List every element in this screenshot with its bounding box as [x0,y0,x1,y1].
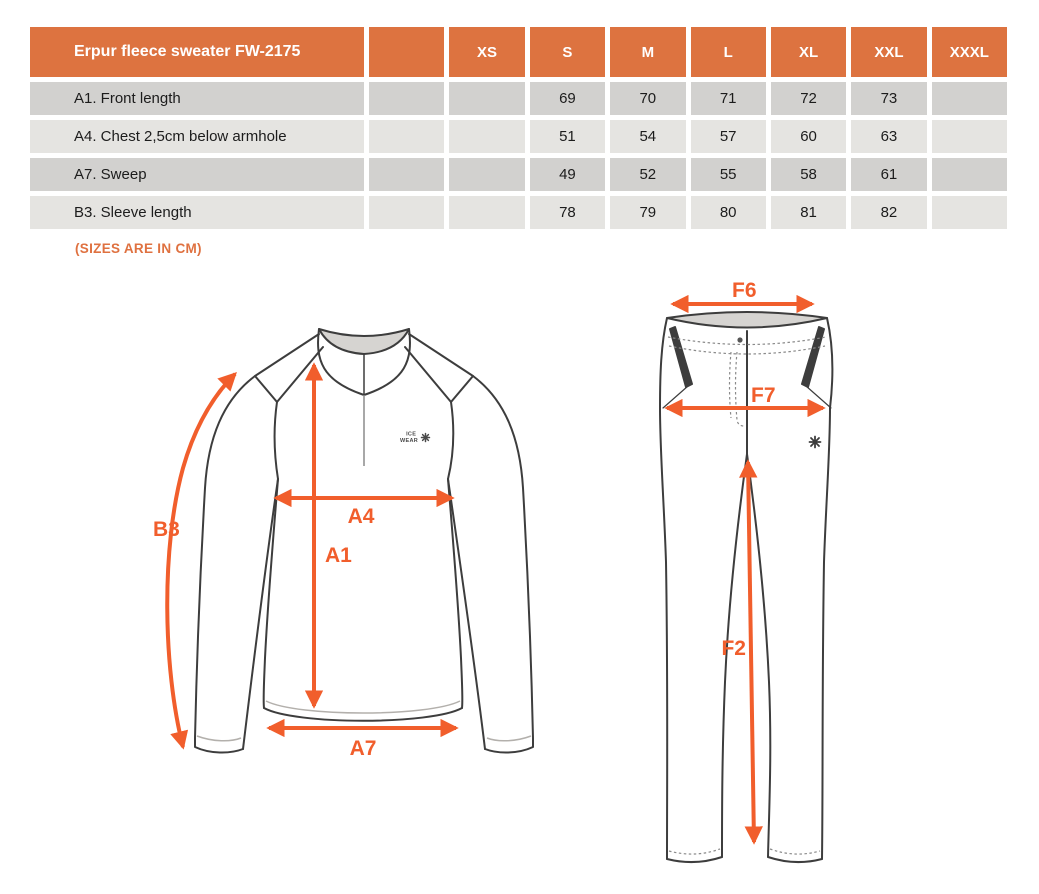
cell-a7-xs [449,158,524,191]
col-header-l: L [691,27,766,77]
cell-a1-m: 70 [610,82,685,115]
waist-button [737,337,742,342]
cell-b3-xxl: 82 [851,196,926,229]
cell-b3-xxxl [932,196,1007,229]
col-header-m: M [610,27,685,77]
size-table [30,27,1007,229]
col-header-xxl: XXL [851,27,926,77]
cell-a1-xxxl [932,82,1007,115]
cell-a1-xxl: 73 [851,82,926,115]
cell-a1-xs [449,82,524,115]
row-label-a7: A7. Sweep [30,158,364,191]
cell-a4-l: 57 [691,120,766,153]
f2-arrow [748,462,754,842]
cell-a7-xl: 58 [771,158,846,191]
cell-a4-xl: 60 [771,120,846,153]
cell-b3-m: 79 [610,196,685,229]
table-title: Erpur fleece sweater FW-2175 [30,27,364,77]
cell-b3-xs [449,196,524,229]
sweater-diagram [135,298,590,765]
cell-a7-xxl: 61 [851,158,926,191]
cell-a1-s: 69 [530,82,605,115]
snowflake-icon [810,437,821,448]
logo-line-1: ICE [406,431,417,438]
cell-a4-blank [369,120,444,153]
cell-b3-s: 78 [530,196,605,229]
sweater-outline [195,329,533,753]
cell-a4-xxxl [932,120,1007,153]
cell-a7-xxxl [932,158,1007,191]
cell-a7-l: 55 [691,158,766,191]
snowflake-icon [422,434,430,442]
cell-a7-s: 49 [530,158,605,191]
sizes-in-cm-note: (SIZES ARE IN CM) [75,241,202,256]
svg-text:ICE WEAR [400,432,418,445]
cell-a1-blank [369,82,444,115]
cell-a7-m: 52 [610,158,685,191]
logo-line-2: WEAR [399,438,418,444]
cell-b3-blank [369,196,444,229]
a4-label: A4 [347,505,375,528]
cell-a4-m: 54 [610,120,685,153]
col-header-xxxl: XXXL [932,27,1007,77]
f6-label: F6 [732,282,757,302]
right-pocket [802,327,824,387]
icewear-logo [400,432,430,445]
cell-b3-xl: 81 [771,196,846,229]
col-header-s: S [530,27,605,77]
a1-label: A1 [325,544,352,567]
pants-outline [660,312,832,862]
cell-a7-blank [369,158,444,191]
row-label-a4: A4. Chest 2,5cm below armhole [30,120,364,153]
cell-a4-xs [449,120,524,153]
cell-a4-s: 51 [530,120,605,153]
col-header-blank [369,27,444,77]
sweater-stitch-lines [197,395,531,741]
col-header-xs: XS [449,27,524,77]
cell-a1-xl: 72 [771,82,846,115]
row-label-b3: B3. Sleeve length [30,196,364,229]
f2-label: F2 [721,637,746,660]
a7-label: A7 [349,737,377,760]
cell-b3-l: 80 [691,196,766,229]
row-label-a1: A1. Front length [30,82,364,115]
b3-label: B3 [153,518,180,541]
left-pocket [670,327,692,387]
cell-a1-l: 71 [691,82,766,115]
pants-diagram [640,282,890,882]
col-header-xl: XL [771,27,846,77]
cell-a4-xxl: 63 [851,120,926,153]
f7-label: F7 [751,384,776,407]
